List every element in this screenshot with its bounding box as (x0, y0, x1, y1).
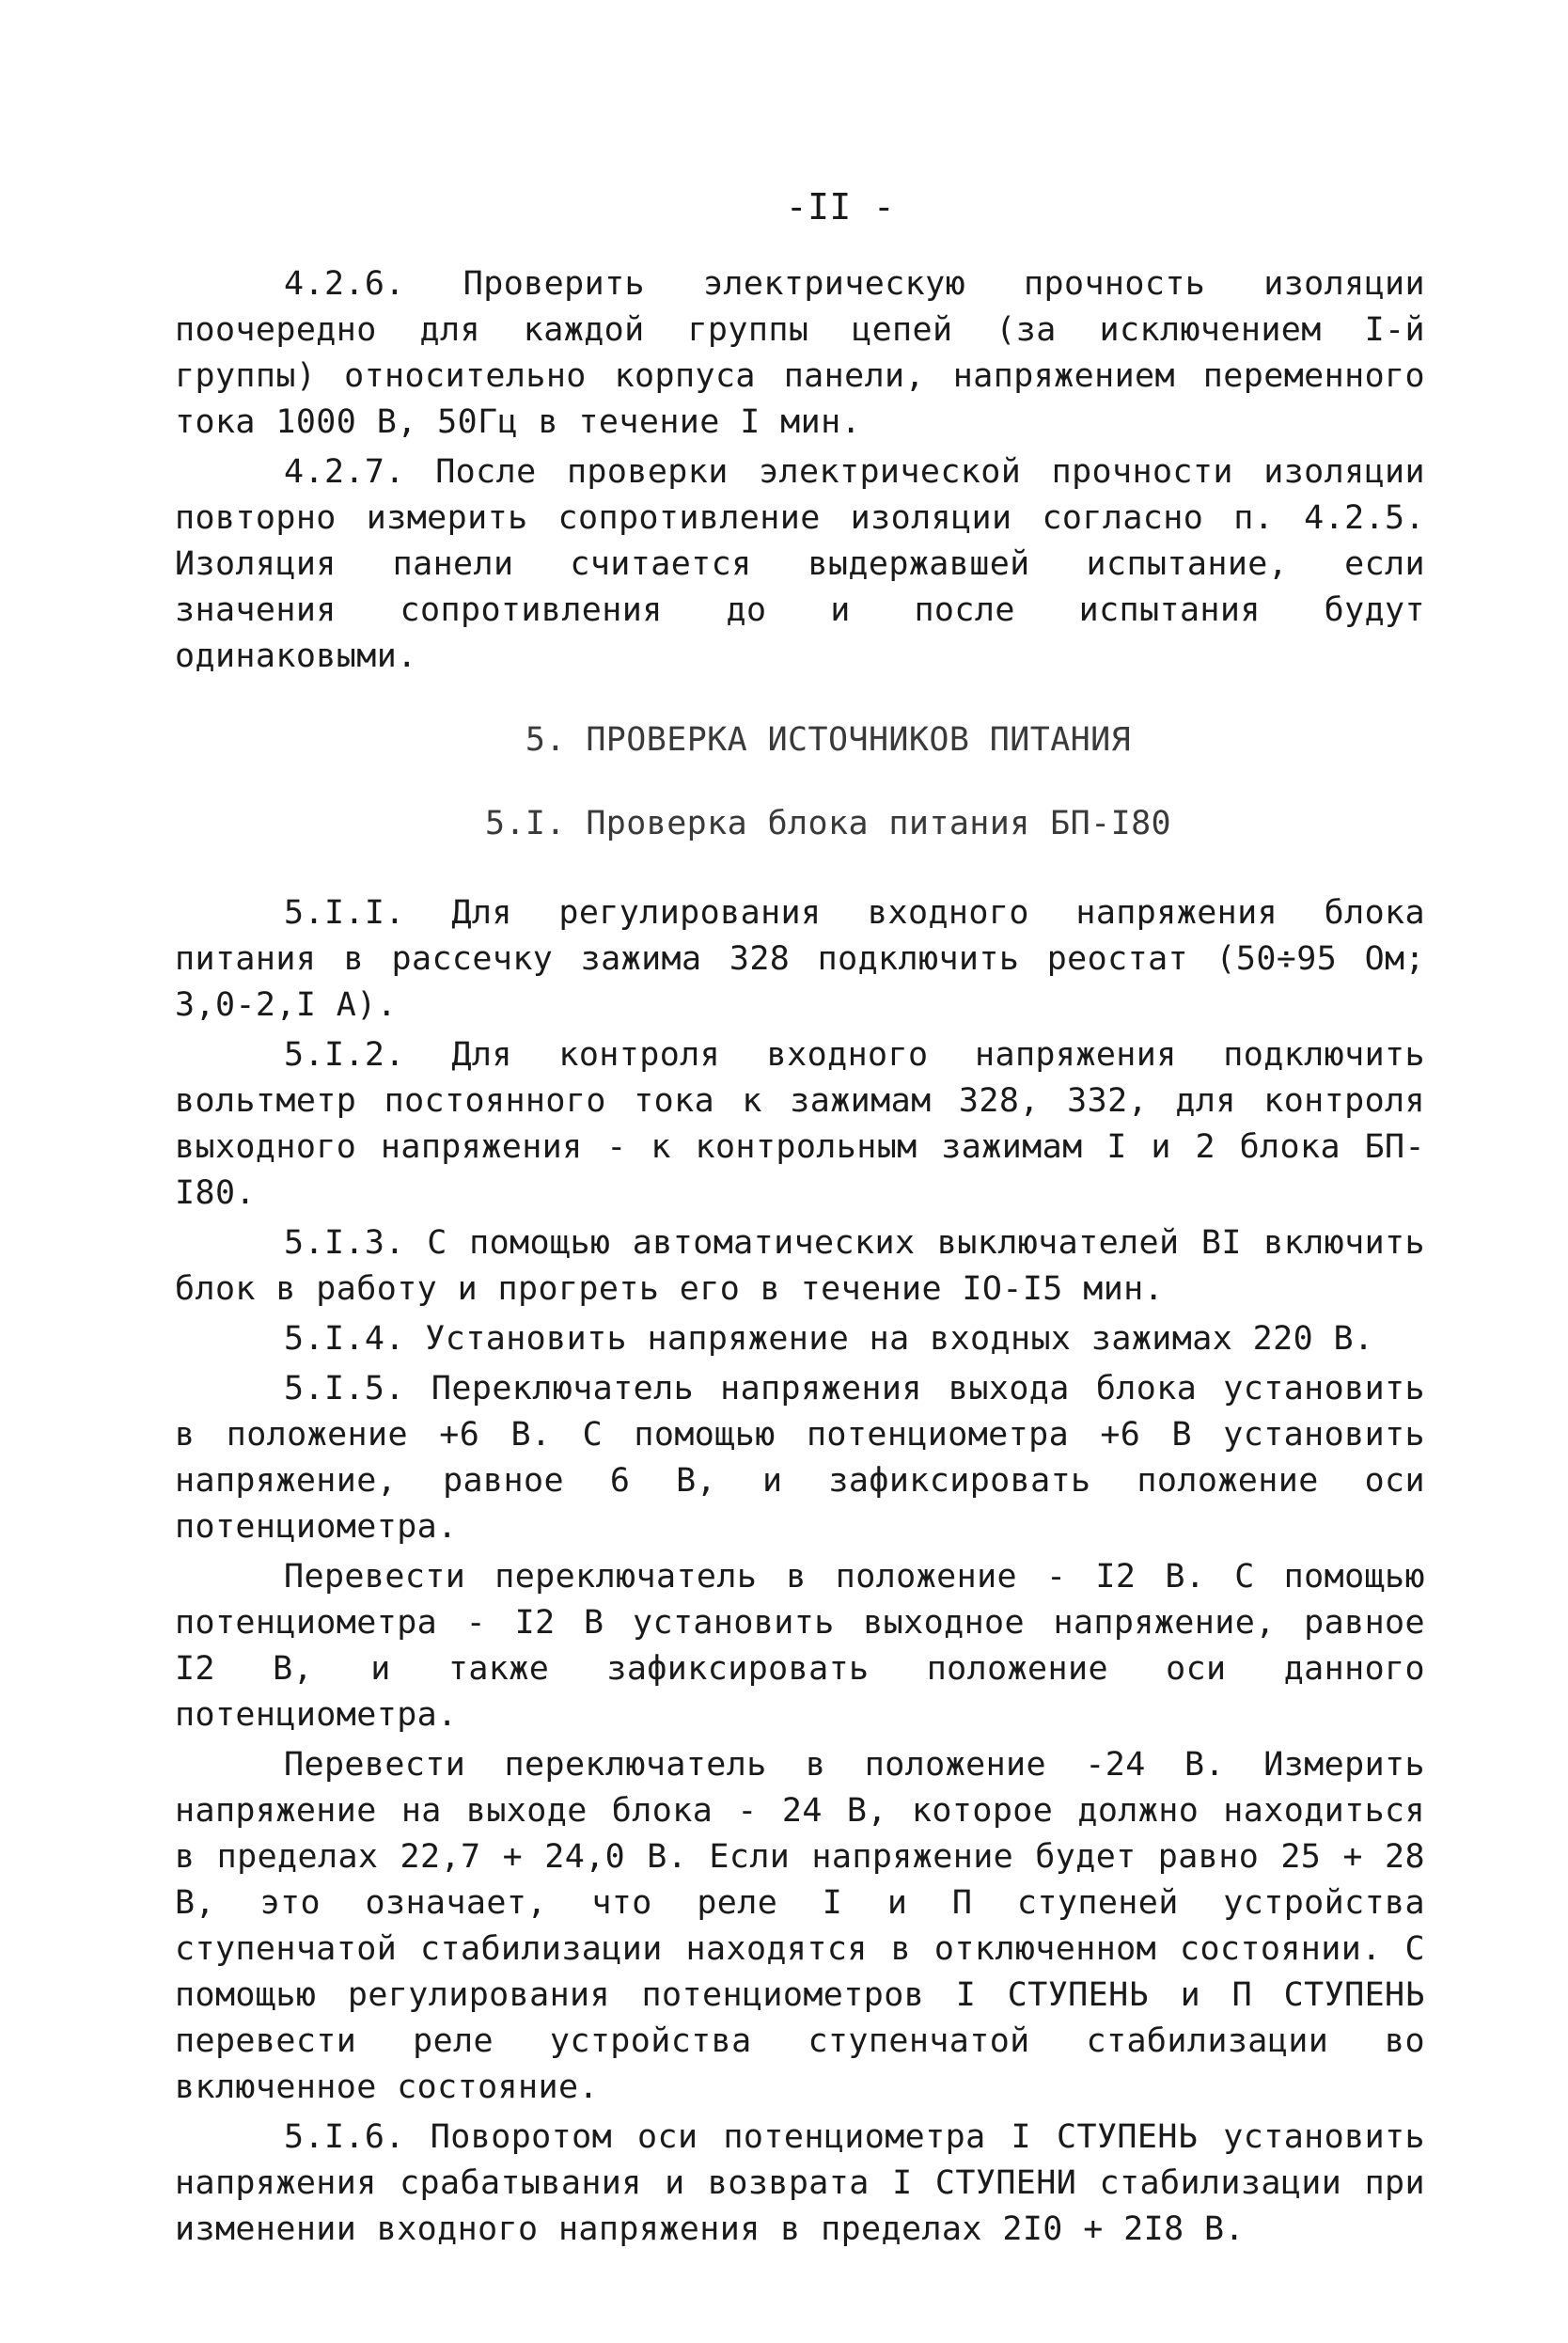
document-body (175, 261, 1425, 2257)
paragraph-5-1-1: 5.I.I. Для регулирования входного напряжения блока питания в рассечку зажима 328 подключить реостат (50÷95 Ом; 3,0-2,I А). (175, 894, 1425, 1024)
paragraph-5-1-6: 5.I.6. Поворотом оси потенциометра I СТУПЕНЬ установить напряжения срабатывания и возврата I СТУПЕНИ стабилизации при изменении входного напряжения в пределах 2I0 + 2I8 В. (175, 2118, 1425, 2248)
paragraph-5-1-5: 5.I.5. Переключатель напряжения выхода блока установить в положение +6 В. С помощью потенциометра +6 В установить напряжение, равное 6 В, и зафиксировать положение оси потенциометра. (175, 1370, 1425, 1546)
paragraph-4-2-7: 4.2.7. После проверки электрической прочности изоляции повторно измерить сопротивление изоляции согласно п. 4.2.5. Изоляция панели считается выдержавшей испытание, если значения сопротивления до и после испытания будут одинаковыми. (175, 453, 1425, 675)
subsection-heading: 5.I. Проверка блока питания БП-I80 (484, 805, 1172, 842)
paragraph-4-2-6: 4.2.6. Проверить электрическую прочность изоляции поочередно для каждой группы цепей (за исключением I-й группы) относительно корпуса панели, напряжением переменного тока 1000 В, 50Гц в течение I мин. (175, 265, 1425, 441)
paragraph-5-1-3: 5.I.3. С помощью автоматических выключателей BI включить блок в работу и прогреть его в течение IO-I5 мин. (175, 1224, 1425, 1308)
section-heading: 5. ПРОВЕРКА ИСТОЧНИКОВ ПИТАНИЯ (525, 721, 1132, 759)
paragraph-5-1-4: 5.I.4. Установить напряжение на входных зажимах 220 В. (284, 1320, 1374, 1358)
paragraph-5-1-2: 5.I.2. Для контроля входного напряжения подключить вольтметр постоянного тока к зажимам 328, 332, для контроля выходного напряжения - к контрольным зажимам I и 2 блока БП-I80. (175, 1036, 1425, 1212)
paragraph-switch-24v: Перевести переключатель в положение -24 В. Измерить напряжение на выходе блока - 24 В, которое должно находиться в пределах 22,7 + 24,0 В. Если напряжение будет равно 25 + 28 В, это означает, что реле I и П ступеней устройства ступенчатой стабилизации находятся в отключенном состоянии. С помощью регулирования потенциометров I СТУПЕНЬ и П СТУПЕНЬ перевести реле устройства ступенчатой стабилизации во включенное состояние. (175, 1746, 1425, 2106)
page-number: -II - (785, 186, 896, 228)
paragraph-switch-12v: Перевести переключатель в положение - I2 В. С помощью потенциометра - I2 В установить выходное напряжение, равное I2 В, и также зафиксировать положение оси данного потенциометра. (175, 1558, 1425, 1734)
